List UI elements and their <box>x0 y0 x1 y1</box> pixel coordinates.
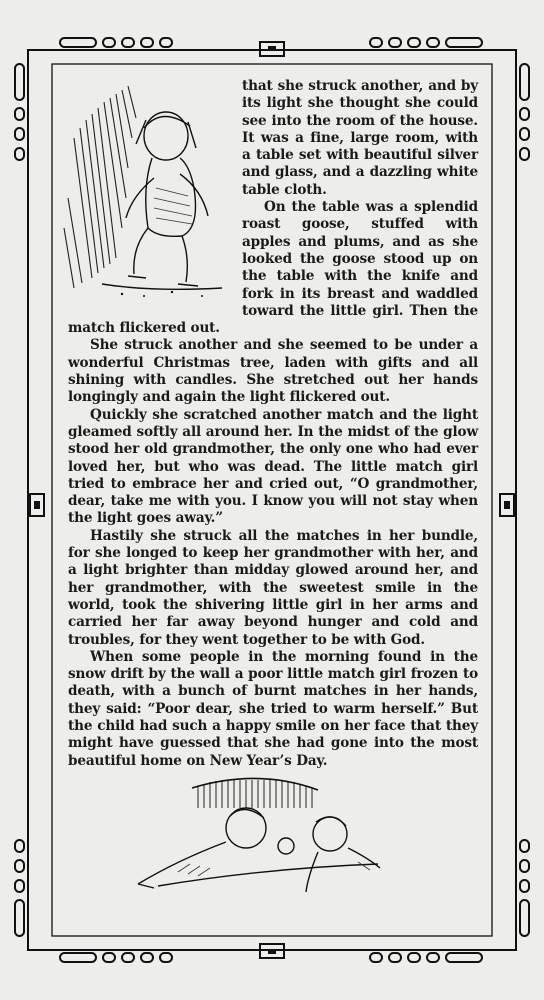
match-girl-sitting-illustration <box>62 78 238 304</box>
paragraph: Hastily she struck all the matches in her bundle, for she longed to keep her grandmother with her, and a light brighter than midday glowed around her, and her grandmother, with the sweetest smile in the world, took the shivering little girl in her arms and carried her far away beyond hunger and cold and troubles, for they went together to be with God. <box>68 527 478 648</box>
paragraph: that she struck another, and by its light she thought she could see into the room of the house. It was a fine, large room, with a table set with beautiful silver and glass, and a dazzling white table cloth. <box>242 78 478 198</box>
sleeping-children-illustration <box>118 768 418 898</box>
story-text <box>68 78 478 770</box>
paragraph: She struck another and she seemed to be under a wonderful Christmas tree, laden with gifts and all shining with candles. She stretched out her hands longingly and again the light flickered out. <box>68 337 478 406</box>
paragraph: When some people in the morning found in the snow drift by the wall a poor little match girl frozen to death, with a bunch of burnt matches in her hands, they said: “Poor dear, she tried to warm herself.” But the child had such a happy smile on her face that they might have guessed that she had gone into the most beautiful home on New Year’s Day. <box>68 648 478 769</box>
paragraph: Quickly she scratched another match and the light gleamed softly all around her. In the midst of the glow stood her old grandmother, the only one who had ever loved her, but who was dead. The little match girl tried to embrace her and cried out, “O grandmother, dear, take me with you. I know you will not stay when the light goes away.” <box>68 406 478 527</box>
paragraph: On the table was a splendid roast goose, stuffed with apples and plums, and as she looked the goose stood up on the table with the knife and fork in its breast and waddled toward the little girl. Then the match flickered out. <box>68 199 478 337</box>
